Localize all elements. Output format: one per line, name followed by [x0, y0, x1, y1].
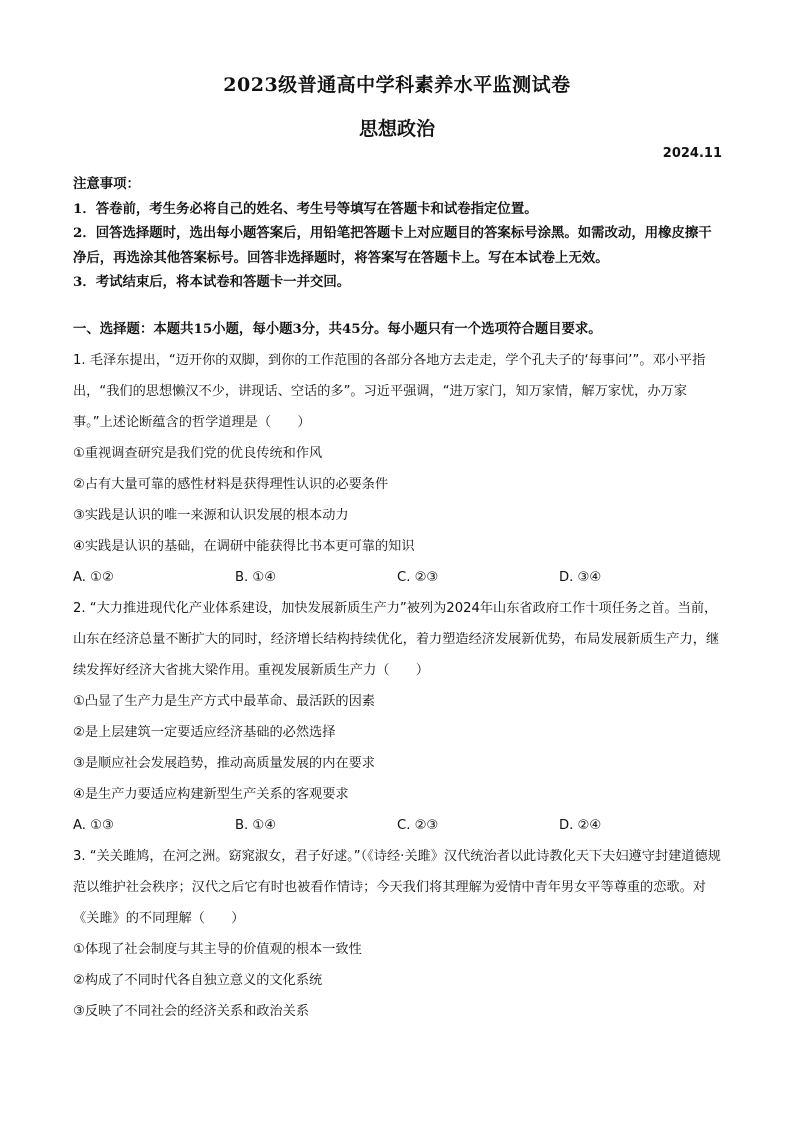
choice-d: D. ②④ — [559, 818, 602, 833]
statement-option: ②是上层建筑一定要适应经济基础的必然选择 — [73, 725, 336, 740]
statement-option: ④是生产力要适应构建新型生产关系的客观要求 — [73, 787, 349, 802]
section-heading: 一、选择题：本题共15小题，每小题3分，共45分。每小题只有一个选项符合题目要求。 — [73, 321, 602, 337]
question-1 — [73, 345, 723, 593]
questions — [73, 345, 723, 1027]
answer-choices — [73, 810, 723, 841]
choice-b: B. ①④ — [235, 570, 277, 585]
statement-option: ①凸显了生产力是生产方式中最革命、最活跃的因素 — [73, 694, 375, 709]
choice-a: A. ①③ — [73, 818, 114, 833]
question-3 — [73, 841, 723, 1027]
exam-title: 2023级普通高中学科素养水平监测试卷 — [223, 74, 571, 96]
choice-d: D. ③④ — [559, 570, 602, 585]
choice-a: A. ①② — [73, 570, 114, 585]
statement-option: ①体现了社会制度与其主导的价值观的根本一致性 — [73, 942, 362, 957]
statement-option: ③是顺应社会发展趋势，推动高质量发展的内在要求 — [73, 756, 375, 771]
statement-option: ②构成了不同时代各自独立意义的文化系统 — [73, 973, 323, 988]
statement-option: ③实践是认识的唯一来源和认识发展的根本动力 — [73, 508, 349, 523]
exam-date: 2024.11 — [662, 146, 722, 161]
notice-item: 3．考试结束后，将本试卷和答题卡一并交回。 — [73, 274, 351, 290]
choice-c: C. ②③ — [397, 570, 439, 585]
notice-item: 1．答卷前，考生务必将自己的姓名、考生号等填写在答题卡和试卷指定位置。 — [73, 200, 538, 217]
choice-b: B. ①④ — [235, 818, 277, 833]
statement-option: ②占有大量可靠的感性材料是获得理性认识的必要条件 — [73, 477, 389, 492]
question-2 — [73, 593, 723, 841]
notice-item: 2．回答选择题时，选出每小题答案后，用铅笔把答题卡上对应题目的答案标号涂黑。如需改动，用橡皮擦干净后，再选涂其他答案标号。回答非选择题时，将答案写在答题卡上。写在本试卷上无效。 — [73, 225, 712, 266]
statement-option: ③反映了不同社会的经济关系和政治关系 — [73, 1004, 310, 1019]
subject-title: 思想政治 — [358, 118, 435, 140]
choice-c: C. ②③ — [397, 818, 439, 833]
question-stem: 1. 毛泽东提出，“迈开你的双脚，到你的工作范围的各部分各地方去走走，学个孔夫子的‘每事问’”。邓小平指出，“我们的思想懒汉不少，讲现话、空话的多”。习近平强调，“进万家门，知万家情，解万家忧，办万家事。”上述论断蕴含的哲学道理是（ ） — [73, 353, 706, 430]
notices-heading: 注意事项： — [73, 176, 140, 192]
notices — [73, 172, 723, 295]
statement-option: ④实践是认识的基础，在调研中能获得比书本更可靠的知识 — [73, 539, 415, 554]
question-stem: 2. “大力推进现代化产业体系建设，加快发展新质生产力”被列为2024年山东省政府工作十项任务之首。当前，山东在经济总量不断扩大的同时，经济增长结构持续优化，着力塑造经济发展新优势，布局发展新质生产力，继续发挥好经济大省挑大梁作用。重视发展新质生产力（ ） — [73, 601, 720, 678]
question-stem: 3. “关关雎鸠，在河之洲。窈窕淑女，君子好逑。”（《诗经·关雎》汉代统治者以此诗教化天下夫妇遵守封建道德规范以维护社会秩序；汉代之后它有时也被看作情诗；今天我们将其理解为爱情中青年男女平等尊重的恋歌。对《关雎》的不同理解（ ） — [73, 849, 721, 926]
statement-option: ①重视调查研究是我们党的优良传统和作风 — [73, 446, 323, 461]
answer-choices — [73, 562, 723, 593]
